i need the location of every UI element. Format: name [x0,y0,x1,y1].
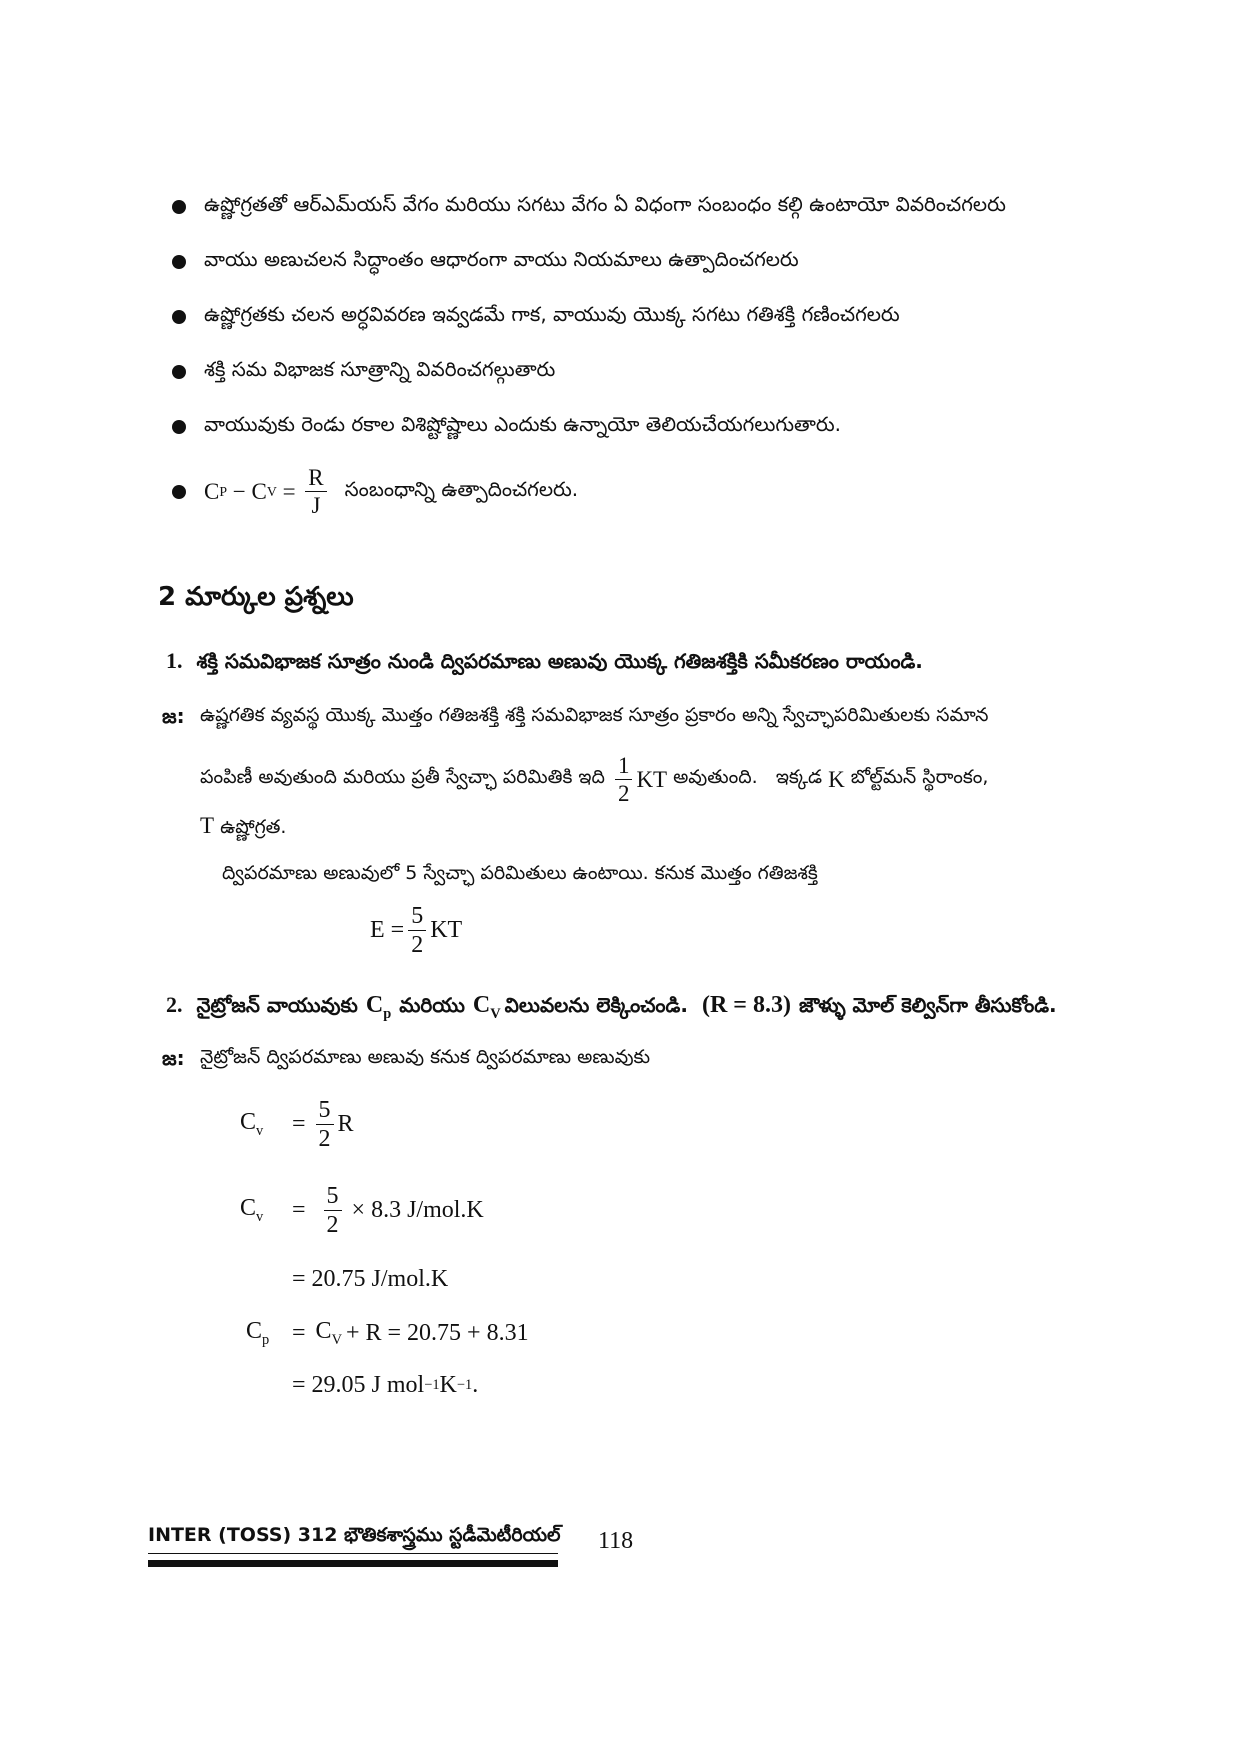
footer-title: INTER (TOSS) 312 భౌతికశాస్త్రము స్టడీమెటీరియల్ [148,1524,561,1546]
cp-cv-formula: C P − C V = $\frac{R}{J}$ [204,466,331,517]
answer-label: జ: [162,704,185,728]
footer-rule [148,1553,558,1554]
objective-item [172,192,1006,221]
cp-equation: $C_p$ = $C_V$ + R = 20.75 + 8.31 [246,1318,529,1348]
objective-item [172,247,799,276]
answer-1-line-1: ఉష్ణగతిక వ్యవస్థ యొక్క మొత్తం గతిజశక్తి శక్తి సమవిభాజక సూత్రం ప్రకారం అన్ని స్వేచ్ఛాపరిమితులకు సమాన [200,704,989,726]
objective-text: వాయు అణుచలన సిద్ధాంతం ఆధారంగా వాయు నియమాలు ఉత్పాదించగలరు [204,247,799,271]
section-heading: 2 మార్కుల ప్రశ్నలు [158,582,354,612]
page-number: 118 [598,1528,634,1554]
bullet-icon [172,485,186,499]
answer-1-line-3: T ఉష్ణోగ్రత. [200,813,287,838]
question-2: 2. నైట్రోజన్ వాయువుకు $C_p$ మరియు $C_V$ విలువలను లెక్కించండి. (R = 8.3) జౌళ్ళు మోల్ కెల్విన్‌గా తీసుకోండి. [166,992,1057,1022]
objective-text: ఉష్ణోగ్రతకు చలన అర్ధవివరణ ఇవ్వడమే గాక, వాయువు యొక్క సగటు గతిశక్తి గణించగలరు [204,302,900,326]
cv-equation: $C_v$ = $\frac{5}{2}$ R [240,1097,354,1152]
question-1: 1. శక్తి సమవిభాజక సూత్రం నుండి ద్విపరమాణు అణువు యొక్క గతిజశక్తికి సమీకరణం రాయండి. [166,648,923,673]
kinetic-energy-equation: E = $\frac{5}{2}$ KT [370,903,463,958]
answer-1-line-2: పంపిణీ అవుతుంది మరియు ప్రతీ స్వేచ్ఛా పరిమితికి ఇది $\frac{1}{2}$ KT అవుతుంది. ఇక్కడ K బోల్ట్‌మన్ స్థిరాంకం, [200,753,989,806]
cv-result: = 20.75 J/mol.K [292,1266,449,1292]
objective-text: వాయువుకు రెండు రకాల విశిష్టోష్ణాలు ఎందుకు ఉన్నాయో తెలియచేయగలుగుతారు. [204,412,842,436]
objective-item [172,412,841,441]
objective-text: ఉష్ణోగ్రతతో ఆర్ఎమ్‌యస్ వేగం మరియు సగటు వేగం ఏ విధంగా సంబంధం కల్గి ఉంటాయో వివరించగలరు [204,192,1006,216]
cp-result: = 29.05 J mol −1 K −1 . [292,1372,479,1398]
bullet-icon [172,310,186,324]
cv-value-equation: $C_v$ = $\frac{5}{2}$ × 8.3 J/mol.K [240,1183,484,1238]
objective-text: శక్తి సమ విభాజక సూత్రాన్ని వివరించగల్గుతారు [204,357,556,381]
footer-bar [148,1560,558,1567]
bullet-icon [172,365,186,379]
answer-label: జ: [162,1046,185,1070]
answer-1-line-4: ద్విపరమాణు అణువులో 5 స్వేచ్ఛా పరిమితులు ఉంటాయి. కనుక మొత్తం గతిజశక్తి [222,862,818,884]
objective-item [172,302,900,331]
objective-text: సంబంధాన్ని ఉత్పాదించగలరు. [344,477,579,501]
bullet-icon [172,200,186,214]
objective-item-formula [172,466,578,517]
answer-2-text: నైట్రోజన్ ద్విపరమాణు అణువు కనుక ద్విపరమాణు అణువుకు [200,1046,651,1068]
bullet-icon [172,255,186,269]
bullet-icon [172,420,186,434]
objective-item [172,357,555,386]
